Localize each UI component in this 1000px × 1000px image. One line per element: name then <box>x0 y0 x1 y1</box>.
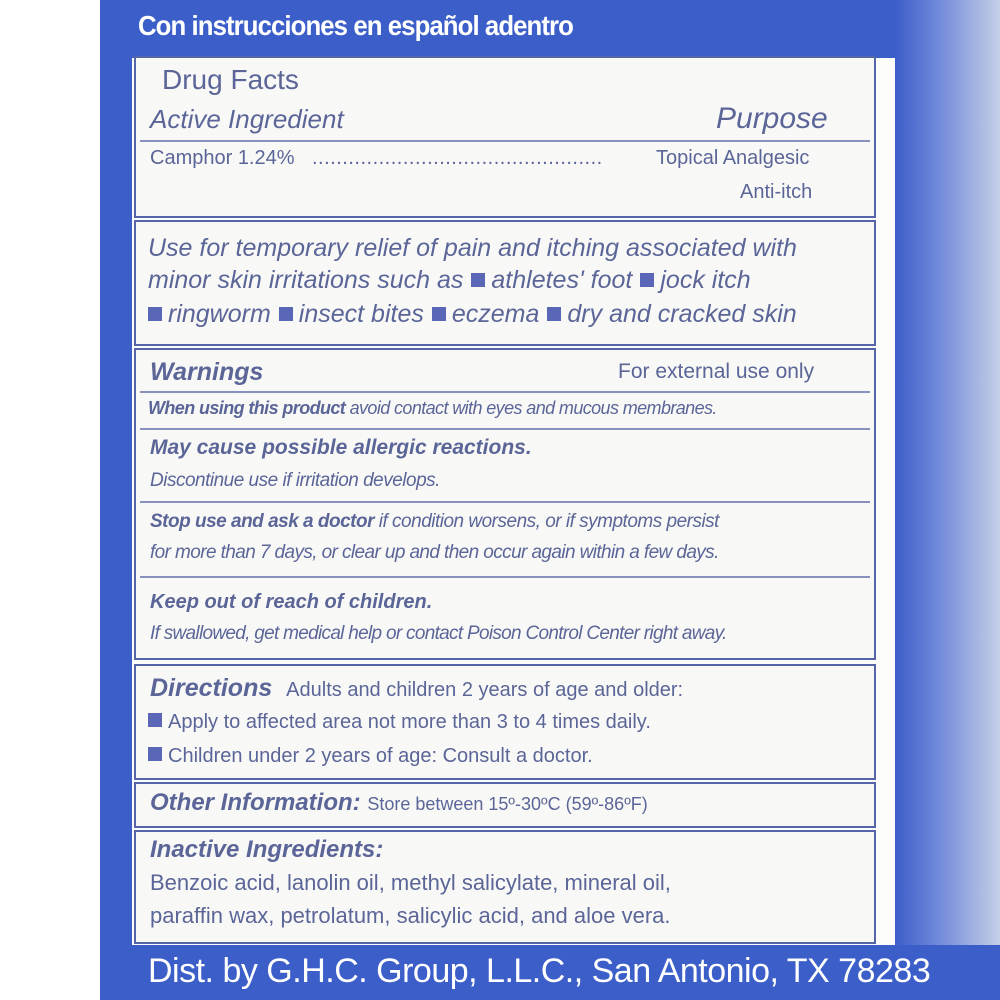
direction-item: Children under 2 years of age: Consult a doctor. <box>140 745 593 768</box>
left-margin <box>0 0 100 1000</box>
bullet-icon <box>148 713 162 727</box>
swallowed-note: If swallowed, get medical help or contact Poison Control Center right away. <box>150 623 727 644</box>
inactive-title: Inactive Ingredients: <box>150 836 384 863</box>
bullet-icon <box>279 307 293 321</box>
stop-use-line-2: for more than 7 days, or clear up and then occur again within a few days. <box>150 542 719 563</box>
when-using-warning: When using this product avoid contact with eyes and mucous membranes. <box>148 398 717 418</box>
bullet-icon <box>148 747 162 761</box>
keep-out-warning: Keep out of reach of children. <box>150 591 433 613</box>
divider <box>140 428 870 430</box>
blue-border-left <box>100 0 132 1000</box>
warnings-title: Warnings <box>150 358 264 386</box>
directions-header: Directions Adults and children 2 years of age and older: <box>150 674 684 702</box>
discontinue-note: Discontinue use if irritation develops. <box>150 470 440 491</box>
purpose-anti-itch: Anti-itch <box>740 181 813 203</box>
purpose-heading: Purpose <box>716 102 828 135</box>
stop-use-line-1: Stop use and ask a doctor if condition worsens, or if symptoms persist <box>150 511 719 532</box>
divider <box>140 501 870 503</box>
divider <box>140 576 870 578</box>
external-use-note: For external use only <box>618 360 815 383</box>
blue-border-right <box>895 0 1000 1000</box>
active-ingredient-heading: Active Ingredient <box>150 104 344 134</box>
purpose-analgesic: Topical Analgesic <box>656 147 810 169</box>
drug-facts-title: Drug Facts <box>162 64 299 95</box>
inactive-line-2: paraffin wax, petrolatum, salicylic acid, and aloe vera. <box>150 903 671 928</box>
allergic-warning: May cause possible allergic reactions. <box>150 436 532 459</box>
divider <box>140 391 870 393</box>
divider <box>140 140 870 142</box>
uses-line-3: ringworm insect bites eczema dry and cracked skin <box>140 300 797 329</box>
uses-line-2: minor skin irritations such as athletes' foot jock itch <box>148 266 751 294</box>
inactive-line-1: Benzoic acid, lanolin oil, methyl salicylate, mineral oil, <box>150 870 671 895</box>
direction-item: Apply to affected area not more than 3 to 4 times daily. <box>140 711 651 734</box>
spanish-instructions-note: Con instrucciones en español adentro <box>138 10 573 41</box>
active-ingredient: Camphor 1.24% <box>150 147 295 169</box>
leader-dots: ................................................ <box>312 147 603 169</box>
distributor-line: Dist. by G.H.C. Group, L.L.C., San Antonio, TX 78283 <box>148 952 931 990</box>
bullet-icon <box>640 273 654 287</box>
other-info-line: Other Information: Store between 15º-30ºC (59º-86ºF) <box>150 789 648 816</box>
bullet-icon <box>148 307 162 321</box>
bullet-icon <box>471 273 485 287</box>
bullet-icon <box>432 307 446 321</box>
uses-line-1: Use for temporary relief of pain and itching associated with <box>148 234 797 262</box>
bullet-icon <box>547 307 561 321</box>
